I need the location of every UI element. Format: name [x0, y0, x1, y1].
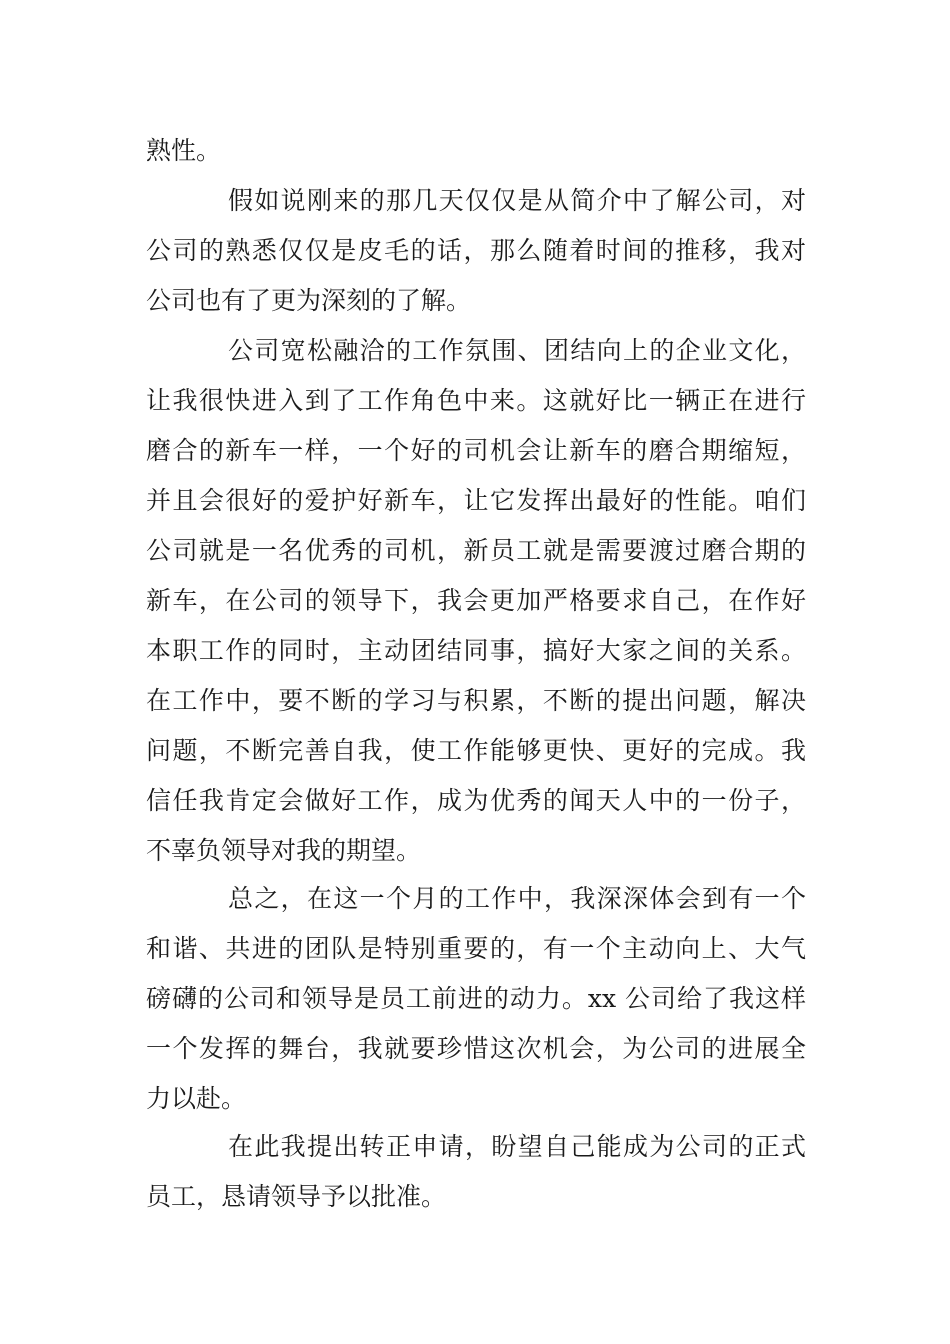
text-line: 磨合的新车一样，一个好的司机会让新车的磨合期缩短， [146, 436, 806, 465]
text-line: 公司就是一名优秀的司机，新员工就是需要渡过磨合期的 [146, 536, 806, 565]
paragraph-first-line: 公司宽松融洽的工作氛围、团结向上的企业文化， [228, 336, 806, 365]
text-line: 磅礴的公司和领导是员工前进的动力。xx 公司给了我这样 [146, 984, 806, 1013]
text-line: 公司的熟悉仅仅是皮毛的话，那么随着时间的推移，我对 [146, 236, 806, 265]
text-line: 员工，恳请领导予以批准。 [146, 1182, 447, 1211]
text-line: 让我很快进入到了工作角色中来。这就好比一辆正在进行 [146, 386, 806, 415]
paragraph-first-line: 总之，在这一个月的工作中，我深深体会到有一个 [228, 884, 806, 913]
text-line: 新车，在公司的领导下，我会更加严格要求自己，在作好 [146, 586, 806, 615]
text-line: 问题，不断完善自我，使工作能够更快、更好的完成。我 [146, 736, 806, 765]
text-line: 公司也有了更为深刻的了解。 [146, 286, 472, 315]
text-line: 熟性。 [146, 136, 222, 165]
text-line: 信任我肯定会做好工作，成为优秀的闻天人中的一份子， [146, 786, 806, 815]
text-line: 不辜负领导对我的期望。 [146, 836, 422, 865]
text-line: 和谐、共进的团队是特别重要的，有一个主动向上、大气 [146, 934, 806, 963]
text-line: 力以赴。 [146, 1084, 247, 1113]
paragraph-first-line: 在此我提出转正申请，盼望自己能成为公司的正式 [228, 1132, 806, 1161]
text-line: 本职工作的同时，主动团结同事，搞好大家之间的关系。 [146, 636, 806, 665]
text-line: 并且会很好的爱护好新车，让它发挥出最好的性能。咱们 [146, 486, 806, 515]
text-line: 一个发挥的舞台，我就要珍惜这次机会，为公司的进展全 [146, 1034, 806, 1063]
paragraph-first-line: 假如说刚来的那几天仅仅是从简介中了解公司，对 [228, 186, 806, 215]
text-line: 在工作中，要不断的学习与积累，不断的提出问题，解决 [146, 686, 806, 715]
